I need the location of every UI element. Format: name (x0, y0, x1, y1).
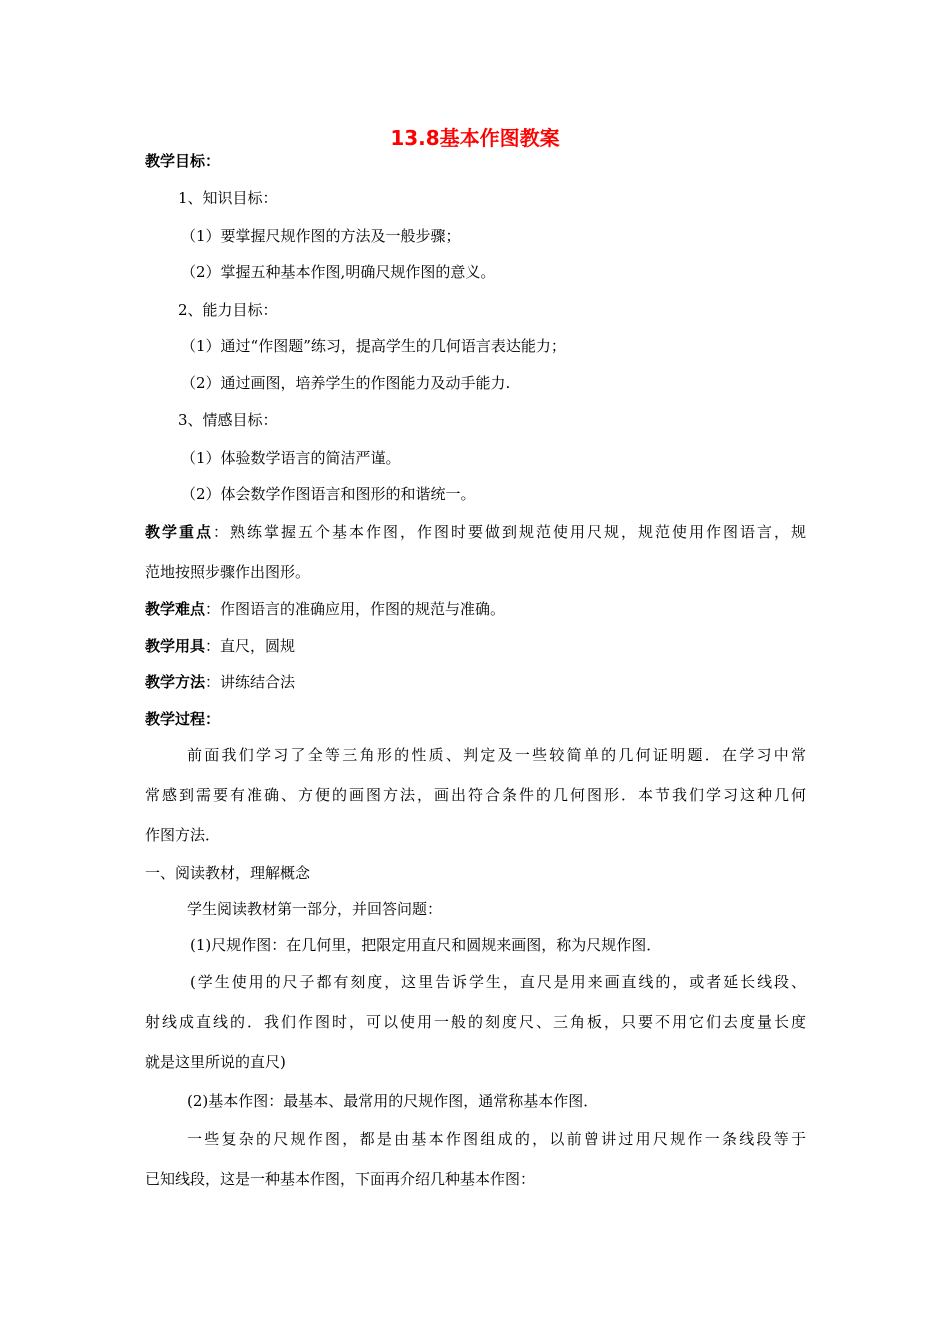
key-points (145, 523, 806, 541)
teaching-method (145, 673, 295, 691)
reading-prompt: 学生阅读教材第一部分，并回答问题： (187, 900, 443, 918)
process-intro-line: 作图方法． (145, 826, 221, 844)
teaching-tools-label: 教学用具 (145, 637, 206, 655)
difficulties-text: ：作图语言的准确应用，作图的规范与准确。 (205, 600, 506, 618)
process-heading: 教学过程： (145, 710, 221, 728)
teaching-method-label: 教学方法 (145, 673, 206, 691)
note-line: (学生使用的尺子都有刻度，这里告诉学生，直尺是用来画直线的，或者延长线段、 (190, 973, 806, 991)
process-intro-line: 前面我们学习了全等三角形的性质、判定及一些较简单的几何证明题．在学习中常 (187, 746, 806, 764)
knowledge-objective-item: （2）掌握五种基本作图,明确尺规作图的意义。 (181, 263, 496, 281)
difficulties-label: 教学难点 (145, 600, 206, 618)
emotion-objective-heading: 3、情感目标： (178, 411, 278, 429)
key-points-text: ：熟练掌握五个基本作图，作图时要做到规范使用尺规，规范使用作图语言，规 (213, 523, 806, 541)
definition-ruler-compass: (1)尺规作图：在几何里，把限定用直尺和圆规来画图，称为尺规作图． (190, 936, 662, 954)
emotion-objective-item: （1）体验数学语言的简洁严谨。 (181, 449, 401, 467)
ability-objective-item: （2）通过画图，培养学生的作图能力及动手能力. (181, 374, 511, 392)
closing-line: 已知线段，这是一种基本作图，下面再介绍几种基本作图： (145, 1170, 536, 1188)
knowledge-objective-item: （1）要掌握尺规作图的方法及一般步骤； (181, 227, 461, 245)
teaching-tools (145, 637, 295, 655)
definition-basic-construction: (2)基本作图：最基本、最常用的尺规作图，通常称基本作图． (187, 1092, 599, 1110)
teaching-tools-text: ：直尺，圆规 (205, 637, 296, 655)
emotion-objective-item: （2）体会数学作图语言和图形的和谐统一。 (181, 485, 476, 503)
difficulties (145, 600, 505, 618)
note-line: 就是这里所说的直尺) (145, 1053, 286, 1071)
closing-line: 一些复杂的尺规作图，都是由基本作图组成的，以前曾讲过用尺规作一条线段等于 (187, 1130, 806, 1148)
knowledge-objective-heading: 1、知识目标： (178, 189, 278, 207)
note-line: 射线成直线的．我们作图时，可以使用一般的刻度尺、三角板，只要不用它们去度量长度 (145, 1013, 806, 1031)
ability-objective-heading: 2、能力目标： (178, 301, 278, 319)
document-title: 13.8基本作图教案 (390, 126, 560, 150)
section-heading: 一、阅读教材，理解概念 (145, 864, 311, 882)
teaching-method-text: ：讲练结合法 (205, 673, 296, 691)
process-intro-line: 常感到需要有准确、方便的画图方法，画出符合条件的几何图形．本节我们学习这种几何 (145, 786, 806, 804)
key-points-text-continued: 范地按照步骤作出图形。 (145, 563, 311, 581)
objectives-heading: 教学目标： (145, 152, 221, 170)
ability-objective-item: （1）通过“作图题”练习，提高学生的几何语言表达能力； (181, 337, 566, 355)
key-points-label: 教学重点 (145, 523, 213, 541)
